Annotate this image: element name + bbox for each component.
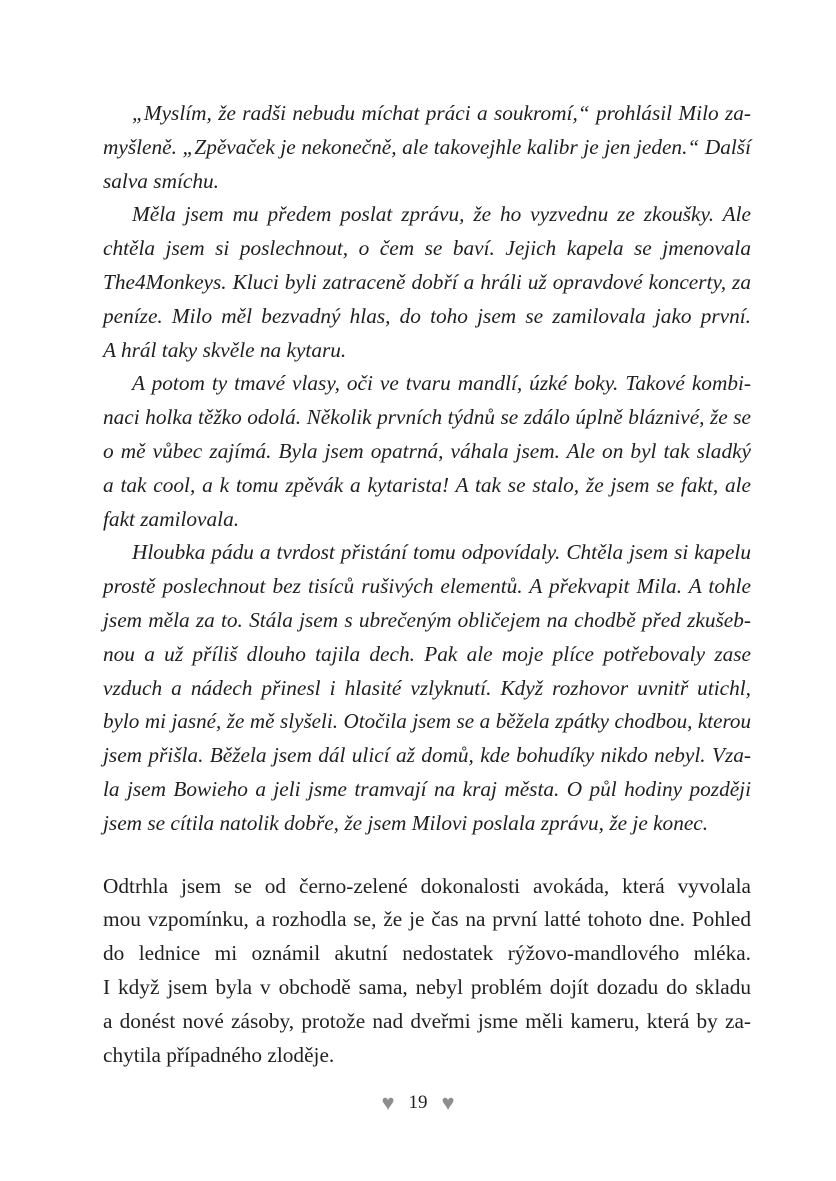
text-line: o mě vůbec zajímá. Byla jsem opatrná, váhala jsem. Ale on byl tak sladký [103,438,751,463]
italic-flashback-block [103,97,751,841]
text-line: „Myslím, že radši nebudu míchat práci a soukromí,“ prohlásil Milo za- [132,101,751,125]
paragraph [103,97,751,198]
text-line: jsem přišla. Běžela jsem dál ulicí až domů, kde bohudíky nikdo nebyl. Vza- [103,743,751,768]
text-line: fakt zamilovala. [103,506,240,531]
text-line: chytila případného zloděje. [103,1042,335,1067]
text-line: salva smíchu. [103,168,219,193]
text-line: myšleně. „Zpěvaček je nekonečně, ale takovejhle kalibr je jen jeden.“ Další [103,134,751,159]
text-line: a tak cool, a k tomu zpěvák a kytarista! A tak se stalo, že jsem se fakt, ale [103,472,751,497]
text-line: bylo mi jasné, že mě slyšeli. Otočila jsem se a běžela zpátky chodbou, kterou [103,709,751,734]
text-line: la jsem Bowieho a jeli jsme tramvají na kraj města. O půl hodiny později [103,776,751,801]
text-line: prostě poslechnout bez tisíců rušivých elementů. A překvapit Mila. A tohle [103,574,751,599]
paragraph [103,536,751,840]
text-line: naci holka těžko odolá. Několik prvních týdnů se zdálo úplně bláznivé, že se [103,405,751,430]
text-line: Odtrhla jsem se od černo-zelené dokonalosti avokáda, která vyvolala [103,873,751,898]
page-body [103,97,751,1072]
text-line: I když jsem byla v obchodě sama, nebyl problém dojít dozadu do skladu [103,974,751,999]
text-line: Hloubka pádu a tvrdost přistání tomu odpovídaly. Chtěla jsem si kapelu [132,540,751,565]
heart-icon: ♥ [381,1090,395,1115]
page-footer [0,1092,836,1114]
text-line: Měla jsem mu předem poslat zprávu, že ho vyzvednu ze zkoušky. Ale [132,202,751,227]
text-line: chtěla jsem si poslechnout, o čem se baví. Jejich kapela se jmenovala [103,236,751,261]
paragraph [103,198,751,367]
text-line: jsem se cítila natolik dobře, že jsem Milovi poslala zprávu, že je konec. [103,810,709,835]
heart-icon: ♥ [441,1090,455,1115]
text-line: jsem měla za to. Stála jsem s ubrečeným obličejem na chodbě před zkušeb- [103,607,751,632]
text-line: vzduch a nádech přinesl i hlasité vzlyknutí. Když rozhovor uvnitř utichl, [103,675,751,700]
text-line: peníze. Milo měl bezvadný hlas, do toho jsem se zamilovala jako první. [103,303,751,328]
paragraph [103,367,751,536]
text-line: do lednice mi oznámil akutní nedostatek rýžovo-mandlového mléka. [103,941,751,966]
text-line: A potom ty tmavé vlasy, oči ve tvaru mandlí, úzké boky. Takové kombi- [132,371,751,396]
text-line: mou vzpomínku, a rozhodla se, že je čas na první latté tohoto dne. Pohled [103,907,751,932]
text-line: a donést nové zásoby, protože nad dveřmi jsme měli kameru, která by za- [103,1008,751,1033]
narrative-paragraph [103,870,751,1073]
text-line: A hrál taky skvěle na kytaru. [103,337,347,362]
page-number: 19 [408,1092,428,1113]
text-line: nou a už příliš dlouho tajila dech. Pak ale moje plíce potřebovaly zase [103,641,751,666]
text-line: The4Monkeys. Kluci byli zatraceně dobří a hráli už opravdové koncerty, za [103,269,751,294]
